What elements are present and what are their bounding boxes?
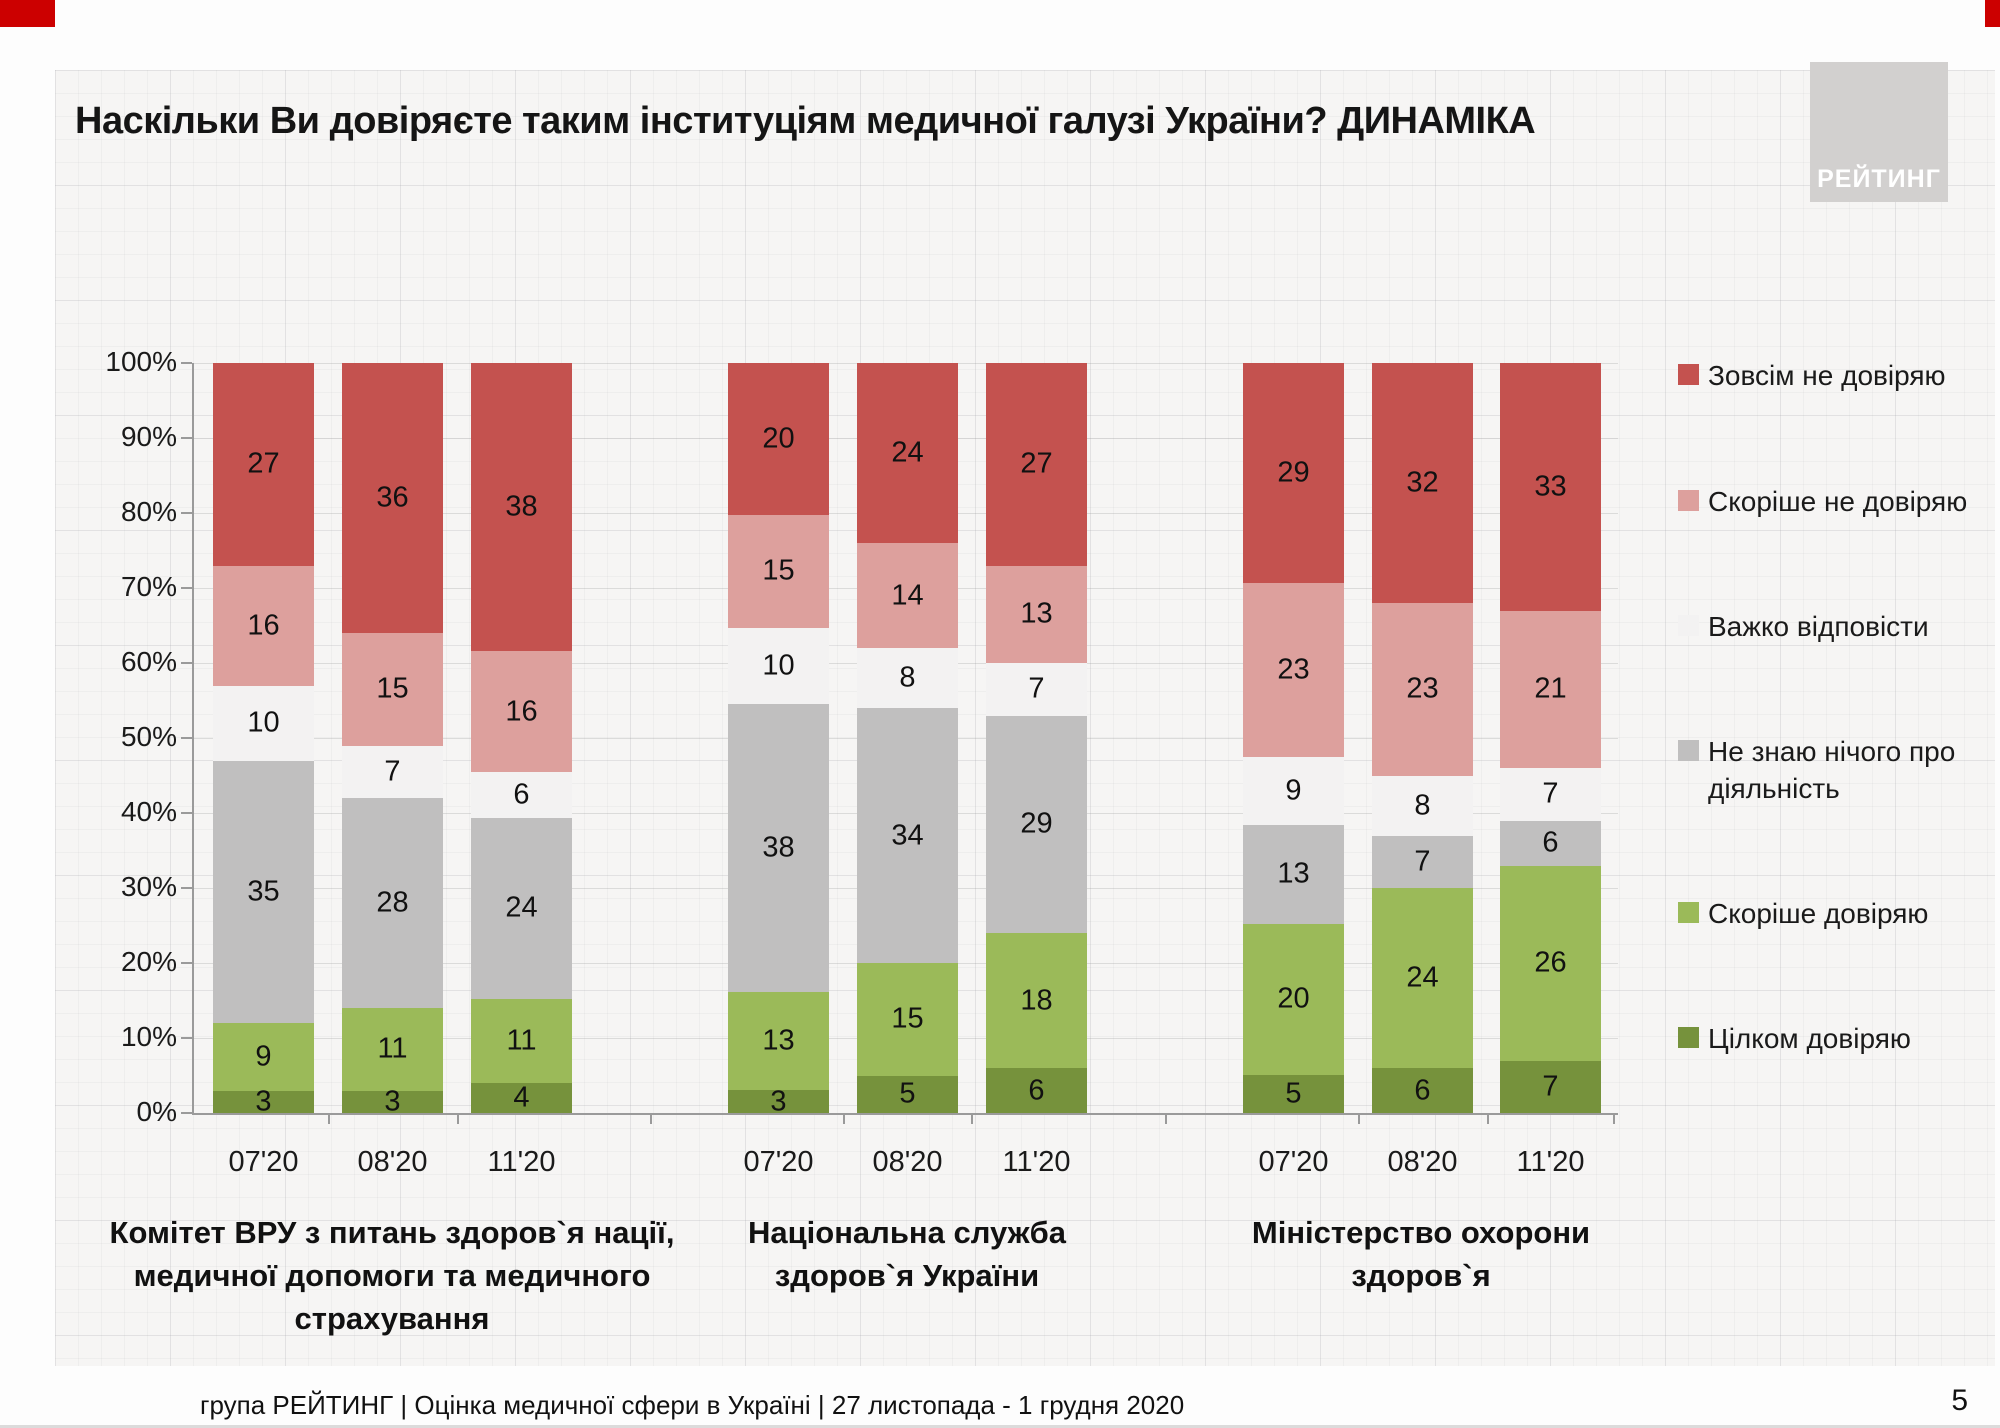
bar-value-label: 10: [247, 706, 280, 739]
bar-value-label: 29: [1277, 456, 1310, 489]
bar-value-label: 13: [1277, 857, 1310, 890]
bar-segment: [1243, 1075, 1344, 1113]
bar-column: [1243, 363, 1344, 1113]
y-axis-label: 0%: [136, 1096, 177, 1127]
bar-segment: [1500, 363, 1601, 611]
bar-segment: [857, 708, 958, 963]
y-axis-tick: [181, 962, 192, 964]
x-axis-category-label: 07'20: [228, 1146, 299, 1178]
y-axis-label: 20%: [120, 946, 177, 977]
bar-segment: [213, 1085, 314, 1118]
bar-value-label: 15: [891, 1002, 924, 1035]
y-axis-tick: [181, 662, 192, 664]
y-axis-tick: [181, 362, 192, 364]
legend-swatch: [1678, 902, 1699, 923]
bar-value-label: 10: [762, 649, 795, 682]
legend-swatch: [1678, 740, 1699, 761]
bar-column: [471, 363, 572, 1113]
bar-segment: [728, 515, 829, 629]
page-title: Наскільки Ви довіряєте таким інституціям медичної галузі України? ДИНАМІКА: [75, 100, 1536, 142]
bar-segment: [1243, 825, 1344, 923]
bar-value-label: 18: [1020, 984, 1053, 1016]
bar-value-label: 35: [247, 875, 280, 908]
bar-value-label: 27: [1020, 447, 1053, 480]
bar-segment: [1500, 768, 1601, 821]
bar-segment: [728, 628, 829, 704]
x-axis-tick: [971, 1113, 973, 1124]
y-axis-label: 10%: [120, 1021, 177, 1052]
bar-value-label: 24: [1406, 961, 1439, 994]
bar-segment: [986, 716, 1087, 934]
x-axis-category-label: 08'20: [872, 1146, 943, 1178]
bar-segment: [342, 363, 443, 633]
bar-segment: [857, 963, 958, 1076]
bar-segment: [1500, 821, 1601, 866]
bar-value-label: 24: [891, 436, 924, 469]
y-axis-label: 70%: [120, 571, 177, 602]
legend-label: Скоріше не довіряю: [1708, 486, 1968, 517]
bar-segment: [1372, 603, 1473, 776]
x-axis-category-label: 11'20: [1516, 1146, 1585, 1178]
bar-value-label: 23: [1406, 672, 1439, 705]
bar-value-label: 6: [1414, 1074, 1431, 1106]
legend-swatch: [1678, 364, 1699, 385]
bar-segment: [342, 1085, 443, 1118]
x-axis-tick: [457, 1113, 459, 1124]
x-axis-tick: [1613, 1113, 1615, 1124]
legend-label: Важко відповісти: [1708, 611, 1929, 642]
bar-value-label: 33: [1534, 470, 1567, 503]
y-axis-tick: [181, 1037, 192, 1039]
bar-segment: [1372, 836, 1473, 889]
bar-column: [728, 363, 829, 1118]
y-axis-label: 100%: [105, 346, 177, 377]
bar-segment: [471, 1083, 572, 1113]
bar-segment: [986, 363, 1087, 566]
footer-source-text: група РЕЙТИНГ | Оцінка медичної сфери в Україні | 27 листопада - 1 грудня 2020: [200, 1390, 1185, 1420]
bar-column: [1372, 363, 1473, 1113]
bar-segment: [1243, 583, 1344, 757]
bar-value-label: 20: [762, 422, 795, 455]
x-axis-tick: [1358, 1113, 1360, 1124]
bar-segment: [1372, 1068, 1473, 1113]
bar-segment: [471, 999, 572, 1082]
bar-value-label: 7: [1028, 672, 1045, 705]
group-label: Національна служба здоров`я України: [747, 1215, 1067, 1293]
y-axis-label: 30%: [120, 871, 177, 902]
x-axis-category-label: 07'20: [1258, 1146, 1329, 1178]
bar-value-label: 14: [891, 579, 924, 611]
bar-segment: [857, 363, 958, 543]
bar-segment: [213, 566, 314, 686]
bar-segment: [857, 1076, 958, 1114]
group-label: Міністерство охорони здоров`я: [1251, 1215, 1591, 1293]
bar-value-label: 6: [1542, 826, 1559, 859]
legend-label: Скоріше довіряю: [1708, 898, 1929, 929]
y-axis-tick: [181, 512, 192, 514]
x-axis-tick: [328, 1113, 330, 1124]
bar-value-label: 13: [1020, 597, 1053, 630]
bar-value-label: 7: [1414, 845, 1431, 878]
bar-segment: [213, 1023, 314, 1091]
bar-value-label: 38: [505, 490, 538, 523]
y-axis-label: 40%: [120, 796, 177, 827]
bar-column: [342, 363, 443, 1118]
bar-segment: [857, 543, 958, 648]
legend-label: Зовсім не довіряю: [1708, 360, 1946, 391]
bar-segment: [342, 746, 443, 799]
bar-segment: [1500, 1061, 1601, 1114]
bar-segment: [342, 633, 443, 746]
x-axis-tick: [650, 1113, 652, 1124]
bar-value-label: 29: [1020, 807, 1053, 840]
legend-swatch: [1678, 615, 1699, 636]
page-number: 5: [1951, 1384, 1968, 1417]
bar-value-label: 28: [376, 886, 409, 919]
y-axis: [192, 363, 194, 1115]
bar-segment: [1243, 363, 1344, 583]
group-label: Комітет ВРУ з питань здоров`я нації, медичної допомоги та медичного страхування: [109, 1215, 675, 1336]
bar-value-label: 8: [1414, 789, 1431, 821]
x-axis-category-label: 07'20: [743, 1146, 814, 1178]
y-axis-tick: [181, 437, 192, 439]
bar-segment: [471, 772, 572, 817]
bar-value-label: 24: [505, 891, 538, 924]
bar-value-label: 9: [255, 1040, 272, 1073]
bar-segment: [213, 761, 314, 1024]
x-axis-category-label: 08'20: [1387, 1146, 1458, 1178]
y-axis-label: 90%: [120, 421, 177, 452]
y-axis-tick: [181, 812, 192, 814]
bar-segment: [986, 566, 1087, 664]
legend-label: Не знаю нічого про діяльність: [1708, 736, 1956, 805]
bar-value-label: 23: [1277, 653, 1310, 686]
bar-segment: [1500, 866, 1601, 1061]
bar-segment: [471, 818, 572, 1000]
bar-value-label: 32: [1406, 466, 1439, 499]
bar-value-label: 16: [505, 695, 538, 727]
bar-value-label: 5: [899, 1077, 916, 1110]
bar-value-label: 21: [1534, 672, 1567, 705]
bar-value-label: 6: [1028, 1074, 1045, 1106]
bar-column: [1500, 363, 1601, 1113]
bar-segment: [213, 363, 314, 566]
bar-value-label: 9: [1285, 774, 1302, 807]
legend-label: Цілком довіряю: [1708, 1023, 1911, 1054]
bar-column: [857, 363, 958, 1113]
bar-segment: [1500, 611, 1601, 769]
bar-value-label: 13: [762, 1024, 795, 1057]
bar-value-label: 7: [384, 755, 401, 788]
bar-value-label: 6: [513, 778, 530, 811]
bar-segment: [342, 1008, 443, 1091]
bar-value-label: 4: [513, 1081, 530, 1114]
bar-value-label: 7: [1542, 777, 1559, 810]
bar-value-label: 3: [770, 1085, 787, 1118]
x-axis-tick: [1165, 1113, 1167, 1124]
bar-segment: [1243, 924, 1344, 1076]
y-axis-tick: [181, 887, 192, 889]
legend-swatch: [1678, 490, 1699, 511]
bar-value-label: 3: [384, 1085, 401, 1118]
x-axis-tick: [1487, 1113, 1489, 1124]
bar-value-label: 20: [1277, 982, 1310, 1015]
bar-column: [986, 363, 1087, 1113]
bar-segment: [986, 933, 1087, 1068]
bar-segment: [1372, 363, 1473, 603]
x-axis-category-label: 08'20: [357, 1146, 428, 1178]
bar-value-label: 26: [1534, 946, 1567, 979]
y-axis-tick: [181, 737, 192, 739]
bar-segment: [471, 651, 572, 772]
bar-value-label: 16: [247, 609, 280, 641]
bar-segment: [471, 363, 572, 651]
bar-value-label: 38: [762, 831, 795, 864]
bar-segment: [986, 663, 1087, 716]
y-axis-label: 80%: [120, 496, 177, 527]
x-axis-category-label: 11'20: [487, 1146, 556, 1178]
x-axis-tick: [843, 1113, 845, 1124]
bar-value-label: 8: [899, 661, 916, 694]
bar-column: [213, 363, 314, 1118]
y-axis-tick: [181, 587, 192, 589]
bar-segment: [1372, 888, 1473, 1068]
bar-segment: [728, 992, 829, 1090]
bar-value-label: 11: [377, 1032, 408, 1065]
bar-value-label: 11: [506, 1024, 537, 1057]
bar-value-label: 15: [762, 554, 795, 587]
bar-value-label: 5: [1285, 1077, 1302, 1110]
bar-value-label: 34: [891, 819, 924, 851]
y-axis-tick: [181, 1112, 192, 1114]
bar-segment: [342, 798, 443, 1008]
logo-text: РЕЙТИНГ: [1817, 165, 1941, 193]
bar-segment: [1372, 776, 1473, 836]
bar-value-label: 3: [255, 1085, 272, 1118]
bar-segment: [213, 686, 314, 761]
bar-value-label: 15: [376, 672, 409, 705]
bar-segment: [986, 1068, 1087, 1113]
bar-segment: [728, 1085, 829, 1118]
bar-segment: [728, 363, 829, 515]
bar-segment: [728, 704, 829, 992]
y-axis-label: 60%: [120, 646, 177, 677]
bar-value-label: 7: [1542, 1070, 1559, 1103]
bar-segment: [857, 648, 958, 708]
x-axis-category-label: 11'20: [1002, 1146, 1071, 1178]
y-axis-label: 50%: [120, 721, 177, 752]
legend-swatch: [1678, 1027, 1699, 1048]
bar-segment: [1243, 757, 1344, 825]
bar-value-label: 36: [376, 481, 409, 514]
bar-value-label: 27: [247, 447, 280, 480]
